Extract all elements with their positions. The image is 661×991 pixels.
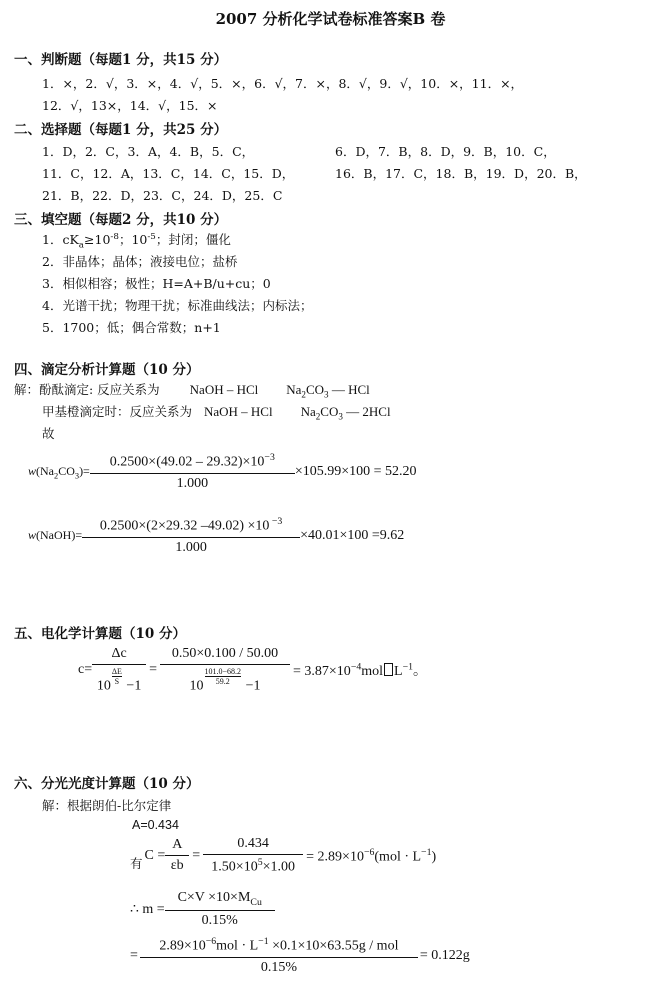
s4-line-1: 解：酚酞滴定: 反应关系为 NaOH – HCl $Na_2CO_3$ — HCl	[14, 382, 370, 400]
s4-line-3: 故	[42, 426, 55, 441]
section-2-heading: 二、选择题（每题1 分，共25 分）	[14, 122, 228, 138]
s2-row-3: 21．B，22．D，23．C，24．D，25．C	[42, 188, 283, 203]
s6-line-2: A=0.434	[132, 818, 179, 832]
s1-answers-line-1: 1．×，2．√，3．×，4．√，5．×，6．√，7．×，8．√，9．√，10．×，11．×，	[42, 76, 524, 91]
s2-row-1b: 6．D，7．B，8．D，9．B，10．C，	[335, 144, 556, 159]
s5-formula: c= Δc 10 $\frac{\Delta E}{S}$ −1 = 0.50×0.100 / 50.00 10 $\frac{101.0-68.2}{59.2}$ −1 = $3.87\times 10^{-4}mol$ $L^{-1}$。	[78, 646, 428, 694]
page-title: 2007 分析化学试卷标准答案B 卷	[215, 10, 446, 28]
s4-line-2: 甲基橙滴定时：反应关系为 NaOH – HCl $Na_2CO_3$ — 2HCl	[42, 404, 391, 422]
s2-row-2b: 16．B，17．C，18．B，19．D，20．B，	[335, 166, 587, 181]
s3-item-5: 5．1700；低；偶合常数；n+1	[42, 320, 221, 335]
s2-row-2a: 11．C，12．A，13．C，14．C，15．D，	[42, 166, 295, 181]
section-1-heading: 一、判断题（每题1 分，共15 分）	[14, 52, 228, 68]
s6-line-1: 解：根据朗伯-比尔定律	[42, 798, 172, 813]
section-5-heading: 五、电化学计算题（10 分）	[14, 626, 186, 642]
section-6-heading: 六、分光光度计算题（10 分）	[14, 776, 200, 792]
s3-item-2: 2．非晶体；晶体；液接电位；盐桥	[42, 254, 238, 269]
s3-item-3: 3．相似相容；极性；H=A+B/u+cu；0	[42, 276, 271, 291]
section-3-heading: 三、填空题（每题2 分，共10 分）	[14, 212, 228, 228]
s4-formula-1: $w(Na_2CO_3)=$ $\frac{0.2500\times(49.02 - 29.32)\times 10^{-3}}{1.000}$ ×105.99×100 = 52.20	[28, 452, 417, 491]
s6-formula-m2: = $\frac{2.89\times 10^{-6}mol \cdot L^{-1} \times 0.1\times 10\times 63.55g / mol}{0.15\%}$ = 0.122g	[130, 936, 470, 975]
s2-row-1a: 1．D，2．C，3．A，4．B，5．C，	[42, 144, 255, 159]
s6-formula-c: 有 C = $\frac{A}{\varepsilon b}$ = $\frac{0.434}{1.50\times 10^5\times 1.00}$ = $2.89\times 10^{-6}(mol \cdot L^{-1})$	[130, 836, 437, 875]
section-4-heading: 四、滴定分析计算题（10 分）	[14, 362, 200, 378]
s1-answers-line-2: 12．√，13×，14．√，15．×	[42, 98, 218, 113]
s3-item-1: 1．$cK_a\ge 10^{-8}$；$10^{-5}$；封闭；僵化	[42, 231, 231, 251]
s4-formula-2: w(NaOH)= $\frac{0.2500\times(2\times 29.32 -49.02) \times 10 ^{-3}}{1.000}$ ×40.01×100 =9.62	[28, 516, 405, 555]
s6-formula-m: ∴ m = $\frac{C\times V \times 10\times M_{Cu}}{0.15\%}$	[130, 890, 275, 929]
s3-item-4: 4．光谱干扰；物理干扰；标准曲线法；内标法；	[42, 298, 313, 313]
